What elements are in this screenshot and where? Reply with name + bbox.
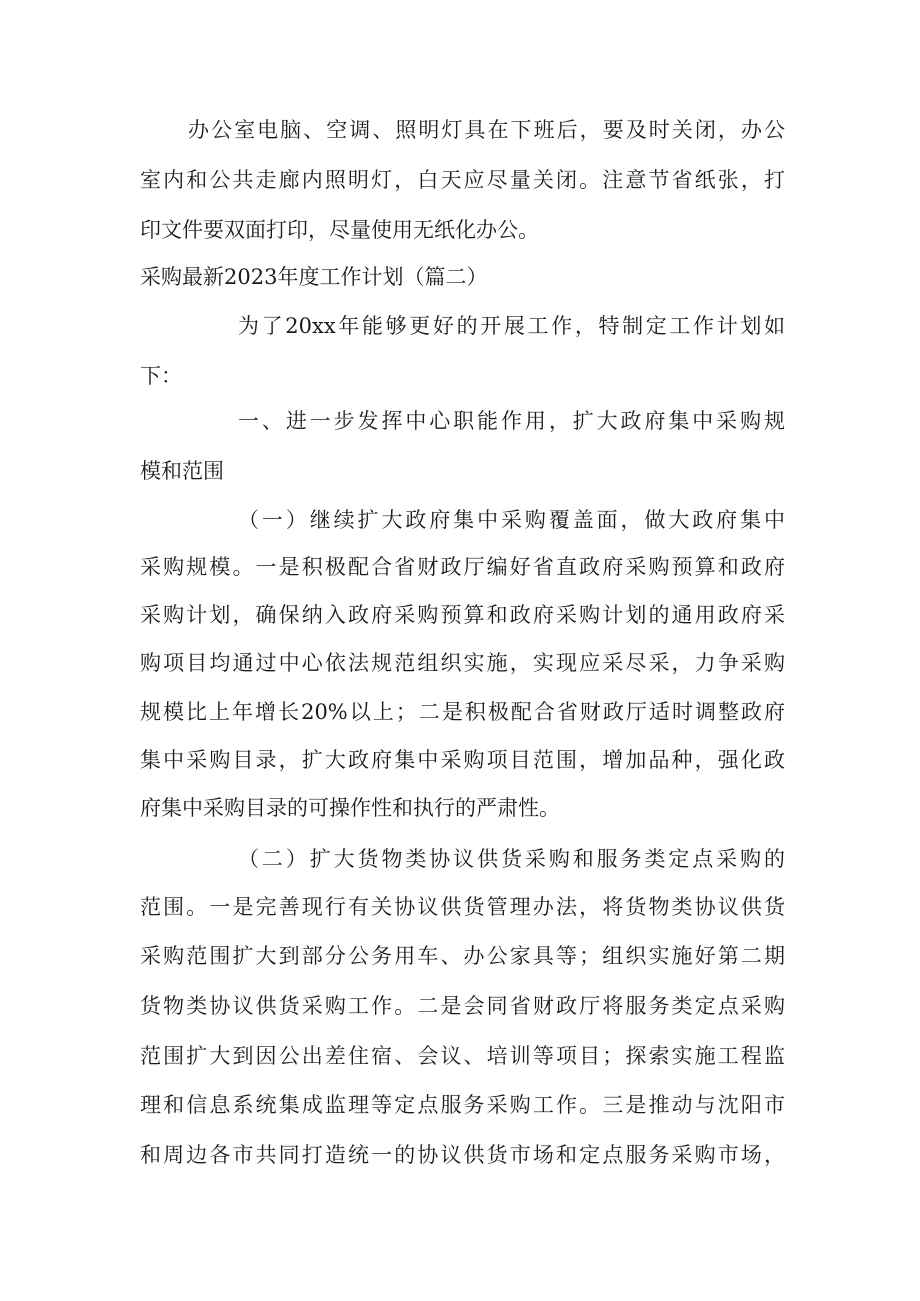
intro-line: 为了20xx年能够更好的开展工作，特制定工作计划如	[238, 314, 785, 338]
item-line: 范围扩大到因公出差住宿、会议、培训等项目；探索实施工程监	[140, 1044, 785, 1068]
paragraph-line: 印文件要双面打印，尽量使用无纸化办公。	[140, 218, 539, 242]
item-line: 和周边各市共同打造统一的协议供货市场和定点服务采购市场，	[140, 1143, 785, 1167]
item-line: 集中采购目录，扩大政府集中采购项目范围，增加品种，强化政	[140, 748, 785, 772]
heading-line: 一、进一步发挥中心职能作用，扩大政府集中采购规	[238, 409, 785, 433]
paragraph-line: 室内和公共走廊内照明灯，白天应尽量关闭。注意节省纸张，打	[140, 168, 785, 192]
item-line: 范围。一是完善现行有关协议供货管理办法，将货物类协议供货	[140, 895, 785, 919]
item-line: 采购计划，确保纳入政府采购预算和政府采购计划的通用政府采	[140, 603, 785, 627]
item-line: 采购规模。一是积极配合省财政厅编好省直政府采购预算和政府	[140, 555, 785, 579]
item-line: 府集中采购目录的可操作性和执行的严肃性。	[140, 796, 560, 820]
section-title: 采购最新2023年度工作计划（篇二）	[140, 265, 488, 289]
item-line: 购项目均通过中心依法规范组织实施，实现应采尽采，力争采购	[140, 651, 785, 675]
item-line: 规模比上年增长20%以上；二是积极配合省财政厅适时调整政府	[140, 700, 785, 724]
paragraph-line: 办公室电脑、空调、照明灯具在下班后，要及时关闭，办公	[188, 118, 785, 142]
item-line: 理和信息系统集成监理等定点服务采购工作。三是推动与沈阳市	[140, 1093, 785, 1117]
intro-line: 下：	[140, 364, 182, 388]
item-line: （一）继续扩大政府集中采购覆盖面，做大政府集中	[238, 508, 785, 532]
item-line: （二）扩大货物类协议供货采购和服务类定点采购的	[238, 847, 785, 871]
item-line: 采购范围扩大到部分公务用车、办公家具等；组织实施好第二期	[140, 944, 785, 968]
item-line: 货物类协议供货采购工作。二是会同省财政厅将服务类定点采购	[140, 994, 785, 1018]
heading-line: 模和范围	[140, 459, 224, 483]
